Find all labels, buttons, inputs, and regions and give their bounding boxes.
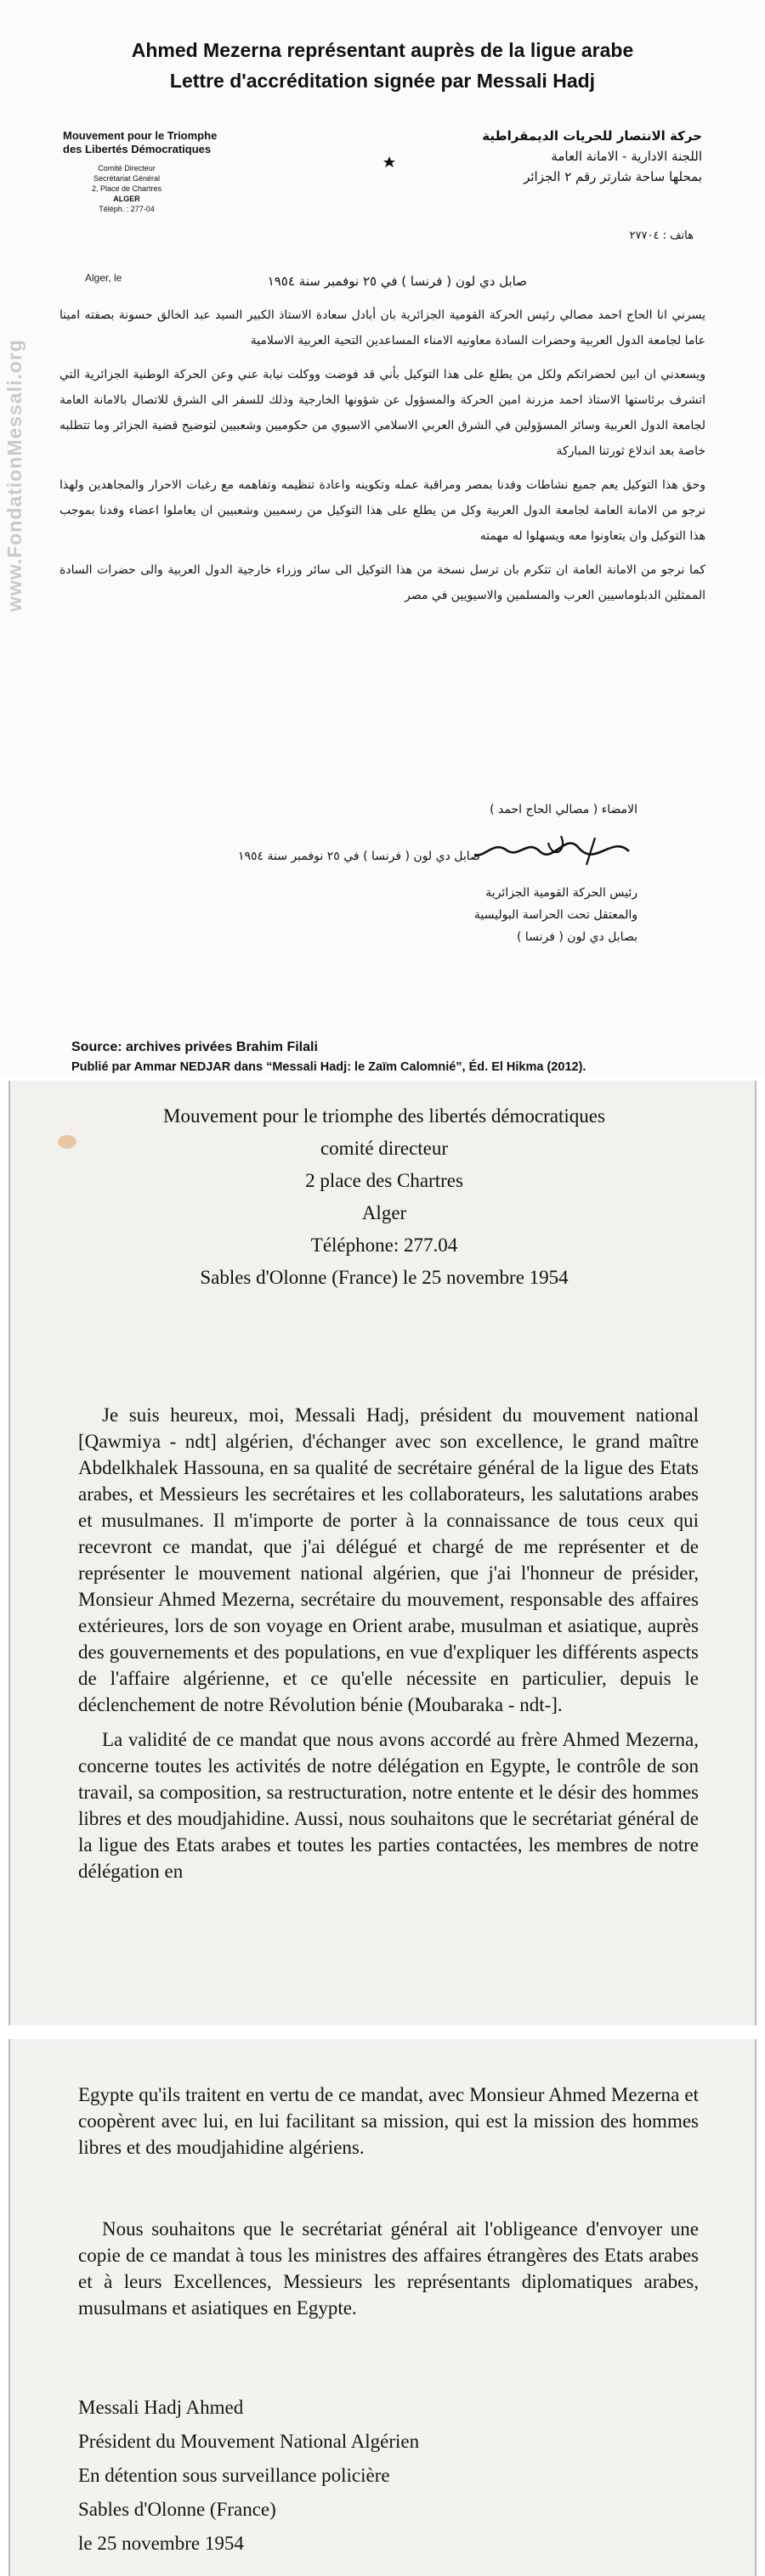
translation-paragraph-2 bbox=[78, 1726, 699, 1884]
heading-date: Sables d'Olonne (France) le 25 novembre 1954 bbox=[200, 1267, 569, 1288]
handwritten-signature bbox=[468, 826, 638, 877]
letterhead-line: 2, Place de Chartres bbox=[91, 184, 162, 193]
heading-line: Mouvement pour le triomphe des libertés démocratiques bbox=[163, 1105, 605, 1127]
letter-paragraph: كما نرجو من الامانة العامة ان تتكرم بان ترسل نسخة من هذا التوكيل الى سائر وزراء خارجية الدول العربية والى حضرات السادة الممثلين الدبلوماسيين العرب والمسلمين والاسيويين في مصر bbox=[60, 563, 706, 602]
letter-paragraph: وحق هذا التوكيل يعم جميع نشاطات وفدنا بمصر ومراقبة عمله وتكوينه واعادة تنظيمه وتفاهمه مع رغبات الاحرار والمجاهدين ولهذا نرجو من الامانة العامة لجامعة الدول العربية وكل من يطلع على هذا التوكيل من رسميين وشعبيين ان يعاملوا اعضاء وفدنا بموجب هذا التوكيل وان يتعاونوا معه ويسهلوا له مهمته bbox=[60, 478, 706, 543]
translation-paragraph-1 bbox=[78, 1402, 699, 1718]
translation-scan-1 bbox=[8, 1081, 756, 2025]
translation-paragraph-3 bbox=[78, 2082, 699, 2161]
letterhead-line: بمحلها ساحة شارتر رقم ٢ الجزائر bbox=[524, 169, 702, 184]
letterhead-line: des Libertés Démocratiques bbox=[63, 143, 212, 155]
translation-heading bbox=[10, 1106, 758, 1300]
translation-scan-2 bbox=[8, 2039, 756, 2576]
crescent-star-icon bbox=[355, 136, 406, 187]
signature-title: والمعتقل تحت الحراسة البوليسية bbox=[473, 908, 638, 922]
letterhead-arabic bbox=[422, 126, 702, 187]
closing-line: En détention sous surveillance policière bbox=[78, 2465, 390, 2486]
signature-title: بصابل دي لون ( فرنسا ) bbox=[516, 930, 638, 944]
letterhead-french bbox=[63, 129, 241, 214]
letterhead-line: ALGER bbox=[113, 195, 140, 203]
source-caption: Source: archives privées Brahim Filali bbox=[71, 1040, 318, 1054]
paragraph-text: Nous souhaitons que le secrétariat général ait l'obligeance d'envoyer une copie de ce mandat à tous les ministres des affaires étrangères des Etats arabes et à leurs Excellences, Messieurs les représentants diplomatiques arabes, musulmans et asiatiques en Egypte. bbox=[78, 2218, 699, 2319]
paragraph-text: Je suis heureux, moi, Messali Hadj, président du mouvement national [Qawmiya - ndt] algérien, d'échanger avec son excellence, le grand maître Abdelkhalek Hassouna, en sa qualité de secrétaire général de la ligue des Etats arabes, et Messieurs les secrétaires et les collaborateurs, les salutations arabes et musulmanes. Il m'importe de porter à la connaissance de tous ceux qui recevront ce mandat, que j'ai délégué et chargé de me représenter et de représenter le mouvement national algérien, que j'ai l'honneur de présider, Monsieur Ahmed Mezerna, secrétaire du mouvement, responsable des affaires extérieures, lors de son voyage en Orient arabe, musulman et asiatique, auprès des gouvernements et des populations, en vue d'expliquer les différents aspects de l'affaire algérienne, et ce qu'elle nécessite en particulier, depuis le déclenchement de notre Révolution bénie (Moubaraka - ndt-]. bbox=[78, 1404, 699, 1715]
letter-end-date: صابل دي لون ( فرنسا ) في ٢٥ نوفمبر سنة ١٩٥٤ bbox=[238, 850, 480, 863]
paragraph-text: Egypte qu'ils traitent en vertu de ce mandat, avec Monsieur Ahmed Mezerna et coopèrent avec lui, en lui facilitant sa mission, qui est la mission des hommes libres et des moudjahidine algériens. bbox=[78, 2084, 699, 2158]
page-title: Ahmed Mezerna représentant auprès de la ligue arabe bbox=[131, 39, 634, 61]
letter-paragraph: يسرني انا الحاج احمد مصالي رئيس الحركة القومية الجزائرية بان أبادل سعادة الاستاذ الكبير السيد عبد الخالق حسونة بصفته امينا عاما لجامعة الدول العربية وحضرات السادة معاونيه الامناء المساعدين التحية العربية الاسلامية bbox=[60, 308, 706, 347]
signature-title: رئيس الحركة القومية الجزائرية bbox=[485, 886, 638, 900]
letter-body-arabic bbox=[60, 302, 706, 617]
signature-label: الامضاء ( مصالي الحاج احمد ) bbox=[490, 803, 638, 816]
heading-line: 2 place des Chartres bbox=[305, 1170, 463, 1191]
heading-line: Téléphone: 277.04 bbox=[310, 1234, 458, 1256]
translation-closing bbox=[78, 2391, 588, 2561]
letterhead-phone: هاتف : ٢٧٧٠٤ bbox=[629, 229, 694, 242]
letterhead-line: Comité Directeur bbox=[98, 164, 156, 172]
arabic-letter-scan bbox=[0, 0, 765, 1074]
published-caption: Publié par Ammar NEDJAR dans “Messali Hadj: le Zaïm Calomnié”, Éd. El Hikma (2012). bbox=[71, 1060, 586, 1074]
page-subtitle: Lettre d'accréditation signée par Messali Hadj bbox=[169, 70, 596, 92]
letterhead-line: حركة الانتصار للحريات الديمقراطية bbox=[482, 128, 702, 144]
heading-line: comité directeur bbox=[320, 1138, 449, 1159]
signature-block bbox=[357, 799, 638, 948]
letter-date: صابل دي لون ( فرنسا ) في ٢٥ نوفمبر سنة ١٩٥٤ bbox=[267, 274, 527, 289]
closing-line: Messali Hadj Ahmed bbox=[78, 2397, 244, 2418]
closing-line: le 25 novembre 1954 bbox=[78, 2533, 244, 2554]
closing-line: Sables d'Olonne (France) bbox=[78, 2499, 276, 2520]
closing-line: Président du Mouvement National Algérien bbox=[78, 2431, 420, 2452]
letterhead-line: اللجنة الادارية - الامانة العامة bbox=[551, 149, 702, 164]
paragraph-text: La validité de ce mandat que nous avons accordé au frère Ahmed Mezerna, concerne toutes les activités de notre délégation en Egypte, le contrôle de son travail, sa composition, sa restructuration, notre entente et le désir des hommes libres et des moudjahidine. Aussi, nous souhaitons que le secrétariat général de la ligue des Etats arabes et toutes les parties contactées, les membres de notre délégation en bbox=[78, 1729, 699, 1882]
letterhead-place-date: Alger, le bbox=[85, 272, 122, 284]
letterhead-line: Mouvement pour le Triomphe bbox=[63, 129, 218, 142]
heading-line: Alger bbox=[361, 1202, 407, 1223]
translation-paragraph-4 bbox=[78, 2216, 699, 2321]
watermark: www.FondationMessali.org bbox=[3, 339, 26, 613]
letter-paragraph: ويسعدني ان ابين لحضراتكم ولكل من يطلع على هذا التوكيل بأني قد فوضت ووكلت نيابة عني وعن الحركة الوطنية الجزائرية التي اتشرف برئاستها الاستاذ احمد مزرنة امين الحركة والمسؤول عن شؤونها الخارجية وذلك للسفر الى الشرق للاتصال بالامانة العامة لجامعة الدول العربية وسائر المسؤولين في الشرق العربي الاسلامي الاسيوي من حكوميين وشعبيين لتوضيح قضية الجزائر وما تتطلبه خاصة بعد اندلاع ثورتنا المباركة bbox=[60, 368, 706, 458]
letterhead-line: Téléph. : 277-04 bbox=[99, 205, 155, 213]
letterhead-line: Secrétariat Général bbox=[93, 174, 161, 183]
